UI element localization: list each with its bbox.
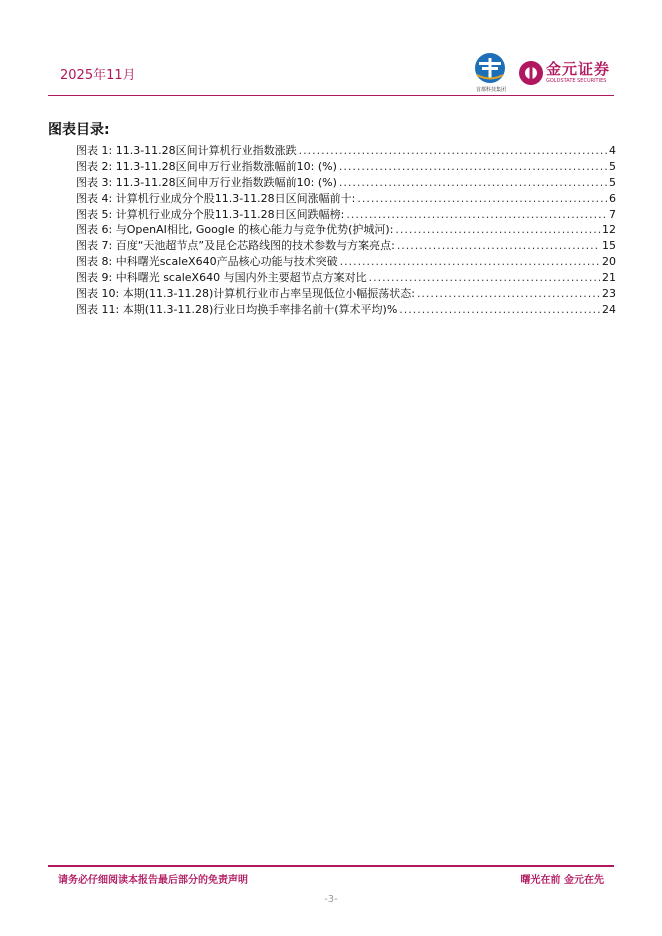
toc-item-label: 图表 1: 11.3-11.28区间计算机行业指数涨跌 bbox=[76, 144, 297, 157]
toc-leader-dots bbox=[399, 302, 600, 318]
toc-leader-dots bbox=[369, 270, 600, 286]
table-of-figures bbox=[76, 143, 616, 318]
toc-leader-dots bbox=[357, 191, 607, 207]
toc-item[interactable] bbox=[76, 175, 616, 191]
toc-item[interactable] bbox=[76, 159, 616, 175]
toc-item-page: 5 bbox=[609, 175, 616, 189]
toc-leader-dots bbox=[299, 143, 607, 159]
toc-item[interactable] bbox=[76, 302, 616, 318]
toc-item[interactable] bbox=[76, 191, 616, 207]
toc-item[interactable] bbox=[76, 143, 616, 159]
toc-item-label: 图表 7: 百度“天池超节点”及昆仑芯路线图的技术参数与方案亮点: bbox=[76, 239, 395, 253]
toc-leader-dots bbox=[339, 159, 607, 175]
toc-item-page: 5 bbox=[609, 159, 616, 173]
toc-leader-dots bbox=[395, 222, 600, 238]
goldstate-securities-logo bbox=[518, 56, 618, 90]
toc-item-page: 21 bbox=[602, 271, 616, 285]
toc-item[interactable] bbox=[76, 270, 616, 286]
footer-divider bbox=[48, 865, 614, 867]
toc-item[interactable] bbox=[76, 222, 616, 238]
toc-item-label: 图表 3: 11.3-11.28区间申万行业指数跌幅前10: (%) bbox=[76, 175, 337, 189]
toc-leader-dots bbox=[346, 207, 607, 223]
toc-leader-dots bbox=[397, 238, 600, 254]
toc-item-page: 15 bbox=[602, 239, 616, 253]
toc-item-page: 20 bbox=[602, 255, 616, 269]
toc-item-label: 图表 9: 中科曙光 scaleX640 与国内外主要超节点方案对比 bbox=[76, 271, 367, 285]
toc-item[interactable] bbox=[76, 238, 616, 254]
header-logos bbox=[470, 52, 620, 94]
toc-item[interactable] bbox=[76, 207, 616, 223]
toc-leader-dots bbox=[417, 286, 600, 302]
footer-slogan: 曙光在前 金元在先 bbox=[520, 875, 604, 886]
toc-item-page: 24 bbox=[602, 302, 616, 316]
logo1-text: 首都科技集团 bbox=[475, 87, 506, 93]
page-number: -3- bbox=[324, 894, 338, 905]
toc-item-page: 6 bbox=[609, 191, 616, 205]
toc-leader-dots bbox=[339, 175, 607, 191]
toc-leader-dots bbox=[340, 254, 600, 270]
logo2-name: 金元证券 bbox=[546, 60, 611, 78]
toc-item-page: 12 bbox=[602, 223, 616, 237]
toc-item-label: 图表 4: 计算机行业成分个股11.3-11.28日区间涨幅前十: bbox=[76, 191, 356, 205]
toc-item-label: 图表 5: 计算机行业成分个股11.3-11.28日区间跌幅榜: bbox=[76, 207, 345, 221]
toc-item-label: 图表 2: 11.3-11.28区间申万行业指数涨幅前10: (%) bbox=[76, 159, 337, 173]
toc-title: 图表目录: bbox=[48, 122, 110, 138]
footer-disclaimer: 请务必仔细阅读本报告最后部分的免责声明 bbox=[58, 875, 248, 886]
toc-item-page: 7 bbox=[609, 207, 616, 221]
logo2-en: GOLDSTATE SECURITIES bbox=[546, 78, 607, 84]
toc-item-page: 23 bbox=[602, 287, 616, 301]
toc-item-label: 图表 11: 本期(11.3-11.28)行业日均换手率排名前十(算术平均)% bbox=[76, 302, 398, 316]
toc-item-label: 图表 10: 本期(11.3-11.28)计算机行业市占率呈现低位小幅振荡状态: bbox=[76, 287, 415, 301]
capital-tech-group-logo bbox=[470, 52, 510, 94]
toc-item-label: 图表 6: 与OpenAI相比, Google 的核心能力与竞争优势(护城河): bbox=[76, 223, 394, 237]
header-divider bbox=[48, 95, 614, 96]
report-date: 2025年11月 bbox=[60, 68, 136, 83]
toc-item-label: 图表 8: 中科曙光scaleX640产品核心功能与技术突破 bbox=[76, 255, 338, 269]
toc-item-page: 4 bbox=[609, 144, 616, 157]
toc-item[interactable] bbox=[76, 286, 616, 302]
toc-item[interactable] bbox=[76, 254, 616, 270]
